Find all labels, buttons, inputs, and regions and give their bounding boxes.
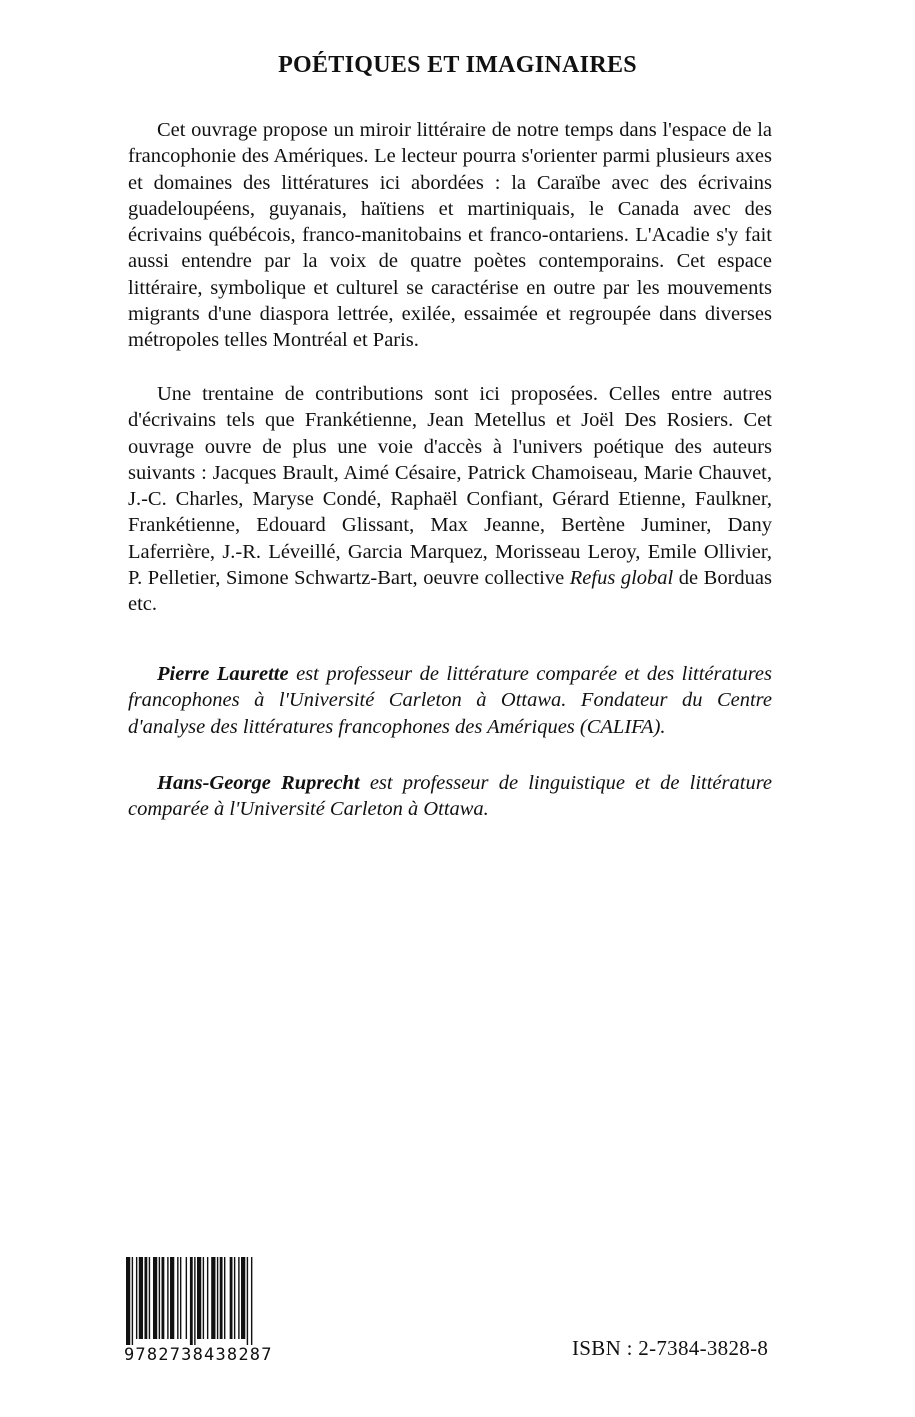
- barcode-bar: [167, 1257, 168, 1339]
- barcode-bar: [194, 1257, 195, 1345]
- barcode-bar: [203, 1257, 204, 1339]
- barcode-bar: [149, 1257, 150, 1339]
- barcode-bar: [220, 1257, 223, 1339]
- barcode-bar: [190, 1257, 193, 1345]
- barcode-bar: [230, 1257, 233, 1339]
- page-title: POÉTIQUES ET IMAGINAIRES: [278, 52, 637, 78]
- barcode-bar: [234, 1257, 235, 1339]
- barcode-bar: [186, 1257, 187, 1339]
- barcode-bar: [162, 1257, 165, 1339]
- barcode-bar: [126, 1257, 130, 1345]
- barcode-bar: [251, 1257, 252, 1345]
- refus-global-title: Refus global: [569, 567, 674, 590]
- barcode-bar: [224, 1257, 225, 1339]
- barcode-bar: [139, 1257, 143, 1339]
- author-name-1: Pierre Laurette: [157, 663, 289, 685]
- barcode-bar: [153, 1257, 157, 1339]
- barcode-bar: [177, 1257, 178, 1339]
- author-name-2: Hans-George Ruprecht: [157, 772, 360, 794]
- barcode-bar: [132, 1257, 133, 1345]
- barcode-bar: [159, 1257, 160, 1339]
- author-bio-text-2: est professeur de linguistique et de littérature comparée à l'Université Carleton à Ottawa.: [128, 772, 773, 821]
- author-bio-text-1: est professeur de littérature comparée et des littératures francophones à l'Université Carleton à Ottawa. Fondateur du Centre d'analyse des littératures francophones des Amériques (CALIFA).: [128, 663, 772, 738]
- author-bio-2: [128, 770, 772, 823]
- isbn: ISBN : 2-7384-3828-8: [572, 1336, 769, 1360]
- barcode-bar: [207, 1257, 208, 1339]
- author-bio-1: [128, 661, 772, 740]
- barcode-bar: [197, 1257, 201, 1339]
- barcode-bar: [238, 1257, 239, 1339]
- barcode-bar: [211, 1257, 215, 1339]
- barcode-bar: [247, 1257, 248, 1345]
- barcode-bars: [124, 1257, 292, 1345]
- description-paragraph-1: Cet ouvrage propose un miroir littéraire de notre temps dans l'espace de la francophonie des Amériques. Le lecteur pourra s'orienter parmi plusieurs axes et domaines des littératures ici abordées : la Caraïbe avec des écrivains guadeloupéens, guyanais, haïtiens et martiniquais, le Canada avec des écrivains québécois, franco-manitobains et franco-ontariens. L'Acadie s'y fait aussi entendre par la voix de quatre poètes contemporains. Cet espace littéraire, symbolique et culturel se caractérise en outre par les mouvements migrants d'une diaspora lettrée, exilée, essaimée et regroupée dans diverses métropoles telles Montréal et Paris.: [128, 119, 772, 352]
- barcode-bar: [217, 1257, 218, 1339]
- barcode-bar: [180, 1257, 181, 1339]
- barcode-bar: [170, 1257, 174, 1339]
- barcode-bar: [241, 1257, 245, 1339]
- paragraph-2-end: de Borduas etc.: [128, 567, 773, 616]
- barcode-number: 9782738438287: [124, 1345, 273, 1365]
- barcode-bar: [144, 1257, 147, 1339]
- description-paragraph-2: [128, 381, 772, 618]
- paragraph-2-text: Une trentaine de contributions sont ici proposées. Celles entre autres d'écrivains tels que Frankétienne, Jean Metellus et Joël Des Rosiers. Cet ouvrage ouvre de plus une voie d'accès à l'univers poétique des auteurs suivants : Jacques Brault, Aimé Césaire, Patrick Chamoiseau, Marie Chauvet, J.-C. Charles, Maryse Condé, Raphaël Confiant, Gérard Etienne, Faulkner, Frankétienne, Edouard Glissant, Max Jeanne, Bertène Juminer, Dany Laferrière, J.-R. Léveillé, Garcia Marquez, Morisseau Leroy, Emile Ollivier, P. Pelletier, Simone Schwartz-Bart, oeuvre collective: [128, 383, 772, 590]
- barcode-bar: [136, 1257, 137, 1339]
